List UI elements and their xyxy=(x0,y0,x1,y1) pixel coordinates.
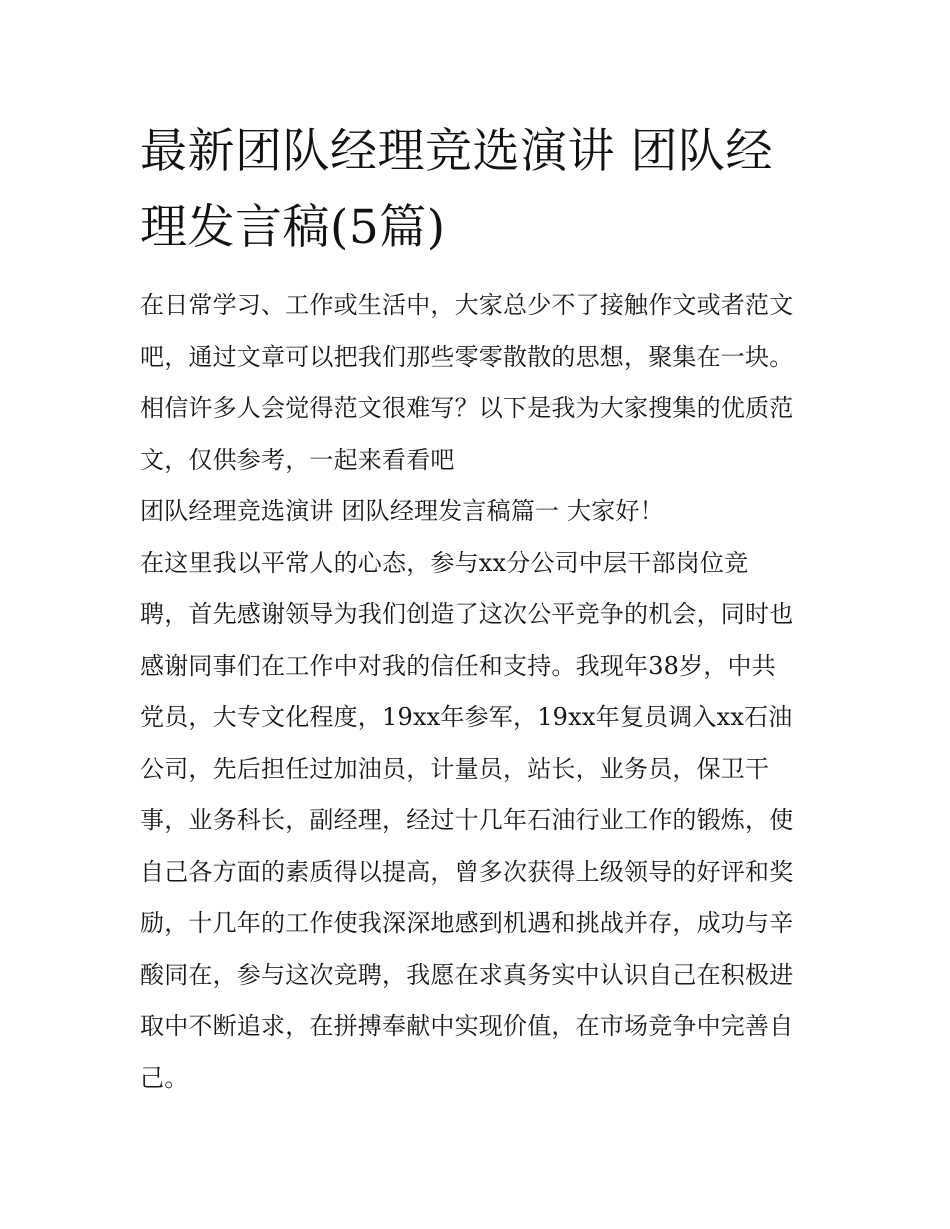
body-line: 己。 xyxy=(140,1063,189,1092)
body-line: 酸同在，参与这次竞聘，我愿在求真务实中认识自己在积极进 xyxy=(140,960,794,989)
body-line: 吧，通过文章可以把我们那些零零散散的思想，聚集在一块。 xyxy=(140,342,794,371)
body-line: 在这里我以平常人的心态，参与xx分公司中层干部岗位竞 xyxy=(140,548,749,577)
body-line: 励，十几年的工作使我深深地感到机遇和挑战并存，成功与辛 xyxy=(140,909,794,937)
body-line: 相信许多人会觉得范文很难写？以下是我为大家搜集的优质范 xyxy=(140,394,794,422)
body-line: 党员，大专文化程度，19xx年参军，19xx年复员调入xx石油 xyxy=(140,703,793,731)
body-line: 自己各方面的素质得以提高，曾多次获得上级领导的好评和奖 xyxy=(140,857,794,886)
body-line: 聘，首先感谢领导为我们创造了这次公平竞争的机会，同时也 xyxy=(140,600,794,628)
section-heading: 团队经理竞选演讲 团队经理发言稿篇一 大家好！ xyxy=(140,497,664,525)
body-line: 取中不断追求，在拼搏奉献中实现价值，在市场竞争中完善自 xyxy=(140,1012,794,1040)
document-body xyxy=(140,280,830,1104)
body-line: 感谢同事们在工作中对我的信任和支持。我现年38岁，中共 xyxy=(140,651,776,680)
body-line: 在日常学习、工作或生活中，大家总少不了接触作文或者范文 xyxy=(140,291,794,319)
title-line: 最新团队经理竞选演讲 团队经 xyxy=(140,124,773,179)
body-line: 公司，先后担任过加油员，计量员，站长，业务员，保卫干 xyxy=(140,754,770,783)
body-line: 文，仅供参考，一起来看看吧 xyxy=(140,445,455,474)
body-line: 事，业务科长，副经理，经过十几年石油行业工作的锻炼，使 xyxy=(140,806,794,834)
document-title xyxy=(140,114,830,266)
title-line: 理发言稿(5篇) xyxy=(140,200,446,255)
